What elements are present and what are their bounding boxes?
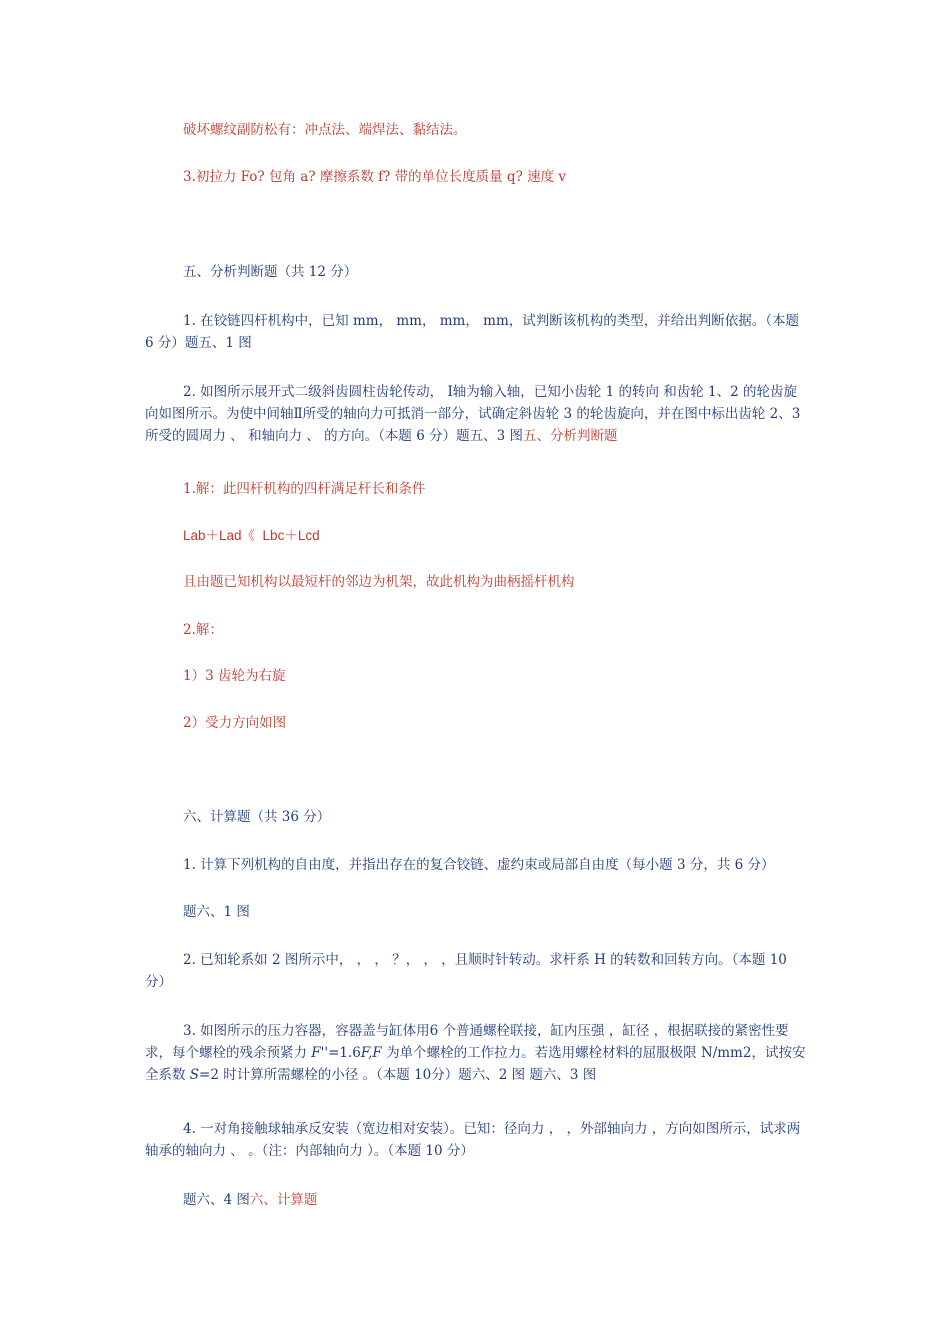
answer2-item1: 1）3 齿轮为右旋 [183, 668, 286, 684]
q3-text-a: 3. 如图所示的压力容器，容器盖与缸体用6 个普通螺栓联接，缸内压强 ，缸径 ，根据联接的紧密性要求，每个螺栓的残余预紧力 [145, 1023, 789, 1061]
q3-text-b: F'' [311, 1045, 329, 1061]
section6-heading: 六、计算题（共 36 分） [183, 809, 331, 825]
q3-text-e: 为单个螺栓的工作拉力。若选用螺栓材料的屈服极限 N/mm2，试按安全系数 [145, 1045, 806, 1083]
section6-question4-figure [183, 1189, 807, 1211]
answer2-item2: 2）受力方向如图 [183, 715, 287, 731]
section6-question4: 4. 一对角接触球轴承反安装（宽边相对安装）。已知：径向力 ， ，外部轴向力 ，方向如图所示，试求两轴承的轴向力 、 。（注：内部轴向力 ）。（本题 10 分） [145, 1121, 801, 1159]
q3-text-d: F,F [360, 1045, 382, 1061]
section5-question1: 1. 在铰链四杆机构中，已知 mm， mm， mm， mm，试判断该机构的类型，并给出判断依据。（本题 6 分）题五、1 图 [145, 313, 804, 351]
section6-question1-figure: 题六、1 图 [183, 904, 250, 920]
section6-question3 [145, 1020, 807, 1086]
q4-figure-tail: 六、计算题 [249, 1192, 318, 1208]
q4-figure-label: 题六、4 图 [183, 1192, 250, 1208]
q3-text-g: =2 时计算所需螺栓的小径 。（本题 10分）题六、2 图 题六、3 图 [199, 1067, 597, 1083]
q3-text-c: =1.6 [328, 1045, 361, 1061]
section5-question2 [145, 381, 807, 447]
loosening-methods-line: 破坏螺纹副防松有：冲点法、端焊法、黏结法。 [183, 122, 467, 138]
section5-question2-tail: 五、分析判断题 [522, 428, 618, 444]
section6-question2: 2. 已知轮系如 2 图所示中， ， ， ？， ， ，且顺时针转动。求杆系 H 的转数和回转方向。（本题 10 分） [145, 952, 792, 990]
answer1-title: 1.解：此四杆机构的四杆满足杆长和条件 [183, 481, 426, 497]
answer2-title: 2.解： [183, 622, 223, 638]
belt-parameters-line: 3.初拉力 Fo? 包角 a? 摩擦系数 f? 带的单位长度质量 q? 速度 v [183, 169, 567, 185]
q3-text-f: S [189, 1067, 200, 1083]
section5-heading: 五、分析判断题（共 12 分） [183, 264, 358, 280]
answer1-formula: Lab＋Lad《 Lbc＋Lcd [183, 528, 320, 543]
answer1-conclusion: 且由题已知机构以最短杆的邻边为机架，故此机构为曲柄摇杆机构 [183, 574, 575, 590]
section5-question2-text: 2. 如图所示展开式二级斜齿圆柱齿轮传动， Ⅰ轴为输入轴，已知小齿轮 1 的转向 和齿轮 1、2 的轮齿旋向如图所示。为使中间轴Ⅱ所受的轴向力可抵消一部分，试确定斜齿轮 3 的轮齿旋向，并在图中标出齿轮 2、3 所受的圆周力 、 和轴向力 、 的方向。（本题 6 分）题五、3 图 [145, 384, 805, 444]
section6-question1: 1. 计算下列机构的自由度，并指出存在的复合铰链、虚约束或局部自由度（每小题 3 分，共 6 分） [183, 857, 775, 873]
